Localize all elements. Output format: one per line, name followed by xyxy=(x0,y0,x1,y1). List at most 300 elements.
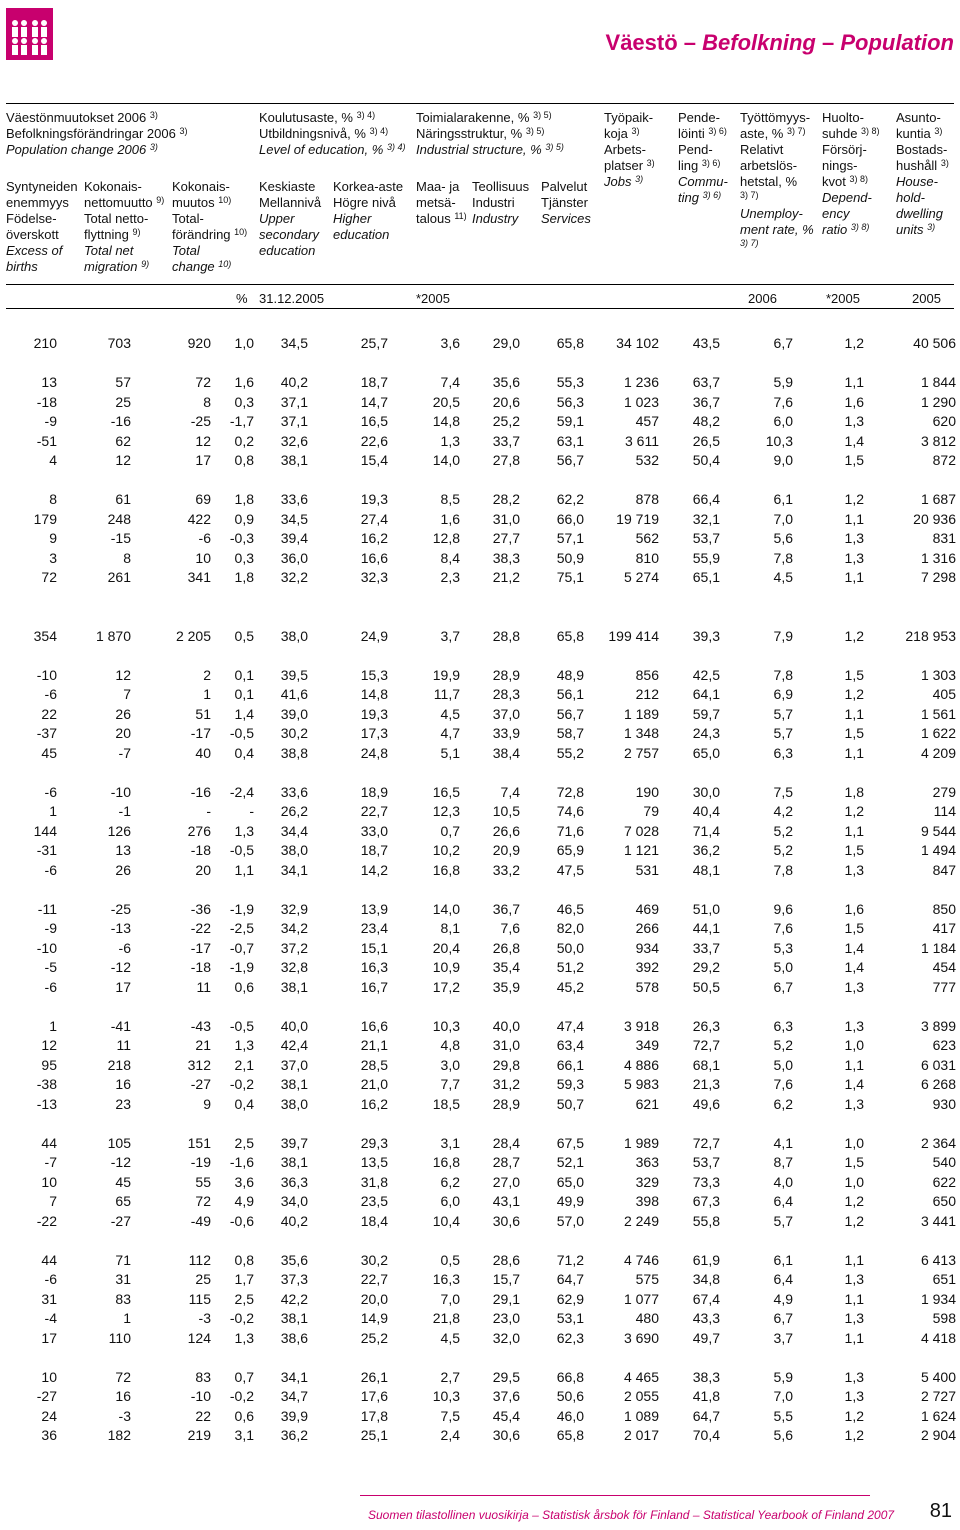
table-cell: 33,7 xyxy=(692,939,720,956)
table-cell: 1,3 xyxy=(844,1271,864,1288)
table-cell: 16,2 xyxy=(360,530,388,547)
table-cell: -49 xyxy=(190,1212,211,1229)
table-cell: 4 886 xyxy=(623,1056,659,1073)
table-row xyxy=(6,1173,956,1193)
table-cell: 7,6 xyxy=(773,393,793,410)
table-cell: 8 xyxy=(123,549,131,566)
table-cell: 66,4 xyxy=(692,491,720,508)
table-cell: -9 xyxy=(44,920,57,937)
table-cell: -22 xyxy=(36,1212,57,1229)
gap-cell xyxy=(6,588,956,608)
table-cell: 12,3 xyxy=(432,803,460,820)
table-row xyxy=(6,1095,956,1115)
table-cell: 11 xyxy=(196,978,211,995)
table-cell: 8,1 xyxy=(440,920,460,937)
table-cell: 66,0 xyxy=(556,510,584,527)
table-row xyxy=(6,861,956,881)
table-cell: 30,6 xyxy=(492,1427,520,1444)
table-cell: 55,9 xyxy=(692,549,720,566)
table-cell: 56,1 xyxy=(556,686,584,703)
table-cell: 1,8 xyxy=(844,783,864,800)
table-cell: 1,3 xyxy=(234,822,254,839)
table-cell: 1 348 xyxy=(623,725,659,742)
table-row xyxy=(6,432,956,452)
table-cell: 83 xyxy=(115,1290,131,1307)
table-cell: 25,2 xyxy=(492,413,520,430)
table-cell: 56,3 xyxy=(556,393,584,410)
table-cell: 63,4 xyxy=(556,1037,584,1054)
table-cell: 621 xyxy=(635,1095,659,1112)
table-cell: 1,3 xyxy=(844,1310,864,1327)
table-cell: 24,9 xyxy=(360,627,388,644)
table-cell: 1,1 xyxy=(844,1329,864,1346)
population-logo-icon xyxy=(6,8,53,60)
table-cell: 0,9 xyxy=(234,510,254,527)
table-cell: 5,0 xyxy=(773,959,793,976)
table-cell: 30,6 xyxy=(492,1212,520,1229)
table-cell: 62 xyxy=(115,432,131,449)
table-row xyxy=(6,802,956,822)
table-cell: 35,9 xyxy=(492,978,520,995)
table-cell: 17 xyxy=(115,978,131,995)
table-cell: 4,7 xyxy=(440,725,460,742)
table-cell: 12 xyxy=(115,452,131,469)
table-cell: 34,8 xyxy=(692,1271,720,1288)
table-cell: 57,1 xyxy=(556,530,584,547)
table-cell: 14,7 xyxy=(360,393,388,410)
table-gap-row xyxy=(6,1348,956,1368)
table-cell: 25 xyxy=(195,1271,211,1288)
table-cell: 18,9 xyxy=(360,783,388,800)
table-row xyxy=(6,1329,956,1349)
table-cell: 777 xyxy=(932,978,956,995)
table-cell: 62,2 xyxy=(556,491,584,508)
table-cell: 28,3 xyxy=(492,686,520,703)
table-cell: 6,3 xyxy=(773,1017,793,1034)
table-cell: 7 028 xyxy=(623,822,659,839)
table-cell: 25,7 xyxy=(360,335,388,352)
table-cell: 934 xyxy=(635,939,659,956)
table-cell: 4,9 xyxy=(773,1290,793,1307)
table-cell: 46,5 xyxy=(556,900,584,917)
table-cell: 3 918 xyxy=(623,1017,659,1034)
table-cell: 20,9 xyxy=(492,842,520,859)
table-cell: 1,1 xyxy=(844,1290,864,1307)
table-cell: 182 xyxy=(107,1427,131,1444)
table-cell: 1 xyxy=(49,1017,57,1034)
table-cell: 50,7 xyxy=(556,1095,584,1112)
table-cell: 24,8 xyxy=(360,744,388,761)
table-cell: 3,1 xyxy=(234,1427,254,1444)
table-cell: 64,7 xyxy=(556,1271,584,1288)
table-cell: -10 xyxy=(110,783,131,800)
table-cell: 1,1 xyxy=(844,822,864,839)
table-cell: 38,3 xyxy=(492,549,520,566)
table-cell: -6 xyxy=(44,686,57,703)
table-cell: 27,4 xyxy=(360,510,388,527)
table-cell: 276 xyxy=(187,822,211,839)
table-cell: 83 xyxy=(195,1368,211,1385)
table-cell: 1,3 xyxy=(844,530,864,547)
table-cell: -0,6 xyxy=(229,1212,254,1229)
table-row xyxy=(6,1387,956,1407)
table-cell: 5,5 xyxy=(773,1407,793,1424)
table-cell: 74,6 xyxy=(556,803,584,820)
commuting-header: Pende- löinti $^{3) 6)}$ Pend- ling $^{3) 6)}$ Commu- ting $^{3) 6)}$ xyxy=(678,110,728,205)
table-cell: 6,2 xyxy=(440,1173,460,1190)
table-cell: 0,1 xyxy=(234,686,254,703)
table-cell: 40,0 xyxy=(492,1017,520,1034)
table-cell: 2 727 xyxy=(920,1388,956,1405)
table-row xyxy=(6,1290,956,1310)
table-cell: -12 xyxy=(110,959,131,976)
table-cell: 10,5 xyxy=(492,803,520,820)
table-cell: 72,7 xyxy=(692,1134,720,1151)
table-cell: 2,4 xyxy=(440,1427,460,1444)
table-cell: -6 xyxy=(44,783,57,800)
table-cell: 39,4 xyxy=(280,530,308,547)
table-cell: -27 xyxy=(36,1388,57,1405)
table-row xyxy=(6,744,956,764)
table-cell: 22 xyxy=(195,1407,211,1424)
table-cell: 34,5 xyxy=(280,510,308,527)
table-cell: 2 249 xyxy=(623,1212,659,1229)
table-cell: -27 xyxy=(190,1076,211,1093)
page-title: Väestö – Befolkning – Population xyxy=(605,30,954,55)
table-cell: 3 441 xyxy=(920,1212,956,1229)
table-cell: 49,7 xyxy=(692,1329,720,1346)
table-cell: 8 xyxy=(49,491,57,508)
table-cell: 124 xyxy=(187,1329,211,1346)
table-cell: 34,1 xyxy=(280,861,308,878)
table-cell: 69 xyxy=(195,491,211,508)
table-row xyxy=(6,1192,956,1212)
table-cell: 4,2 xyxy=(773,803,793,820)
table-cell: 212 xyxy=(635,686,659,703)
agriculture-header: Maa- ja metsä- talous $^{11)}$ xyxy=(416,179,467,226)
unit-dwell-year: 2005 xyxy=(912,291,941,306)
table-cell: 2 757 xyxy=(623,744,659,761)
table-row xyxy=(6,783,956,803)
table-cell: 32,1 xyxy=(692,510,720,527)
table-cell: 1,2 xyxy=(844,335,864,352)
table-cell: 33,9 xyxy=(492,725,520,742)
table-cell: -13 xyxy=(36,1095,57,1112)
net-migration-header: Kokonais- nettomuutto $^{9)}$ Total netto- flyttning $^{9)}$ Total net migration $^{9)}$ xyxy=(84,179,165,274)
table-cell: 1,4 xyxy=(844,939,864,956)
table-row xyxy=(6,939,956,959)
table-cell: 2,5 xyxy=(234,1134,254,1151)
table-cell: 0,3 xyxy=(234,393,254,410)
table-cell: 40 xyxy=(195,744,211,761)
table-cell: 34,0 xyxy=(280,1193,308,1210)
table-cell: 39,7 xyxy=(280,1134,308,1151)
table-cell: -18 xyxy=(36,393,57,410)
table-cell: 457 xyxy=(635,413,659,430)
table-cell: 4,0 xyxy=(773,1173,793,1190)
table-cell: 1 023 xyxy=(623,393,659,410)
table-cell: 50,9 xyxy=(556,549,584,566)
table-cell: 34,4 xyxy=(280,822,308,839)
table-cell: -37 xyxy=(36,725,57,742)
table-cell: 7,0 xyxy=(773,1388,793,1405)
table-cell: 21,2 xyxy=(492,569,520,586)
table-cell: 6 413 xyxy=(920,1251,956,1268)
table-cell: -6 xyxy=(44,861,57,878)
table-cell: 405 xyxy=(932,686,956,703)
table-row xyxy=(6,451,956,471)
table-cell: 878 xyxy=(635,491,659,508)
table-row xyxy=(6,1153,956,1173)
table-cell: 33,6 xyxy=(280,783,308,800)
table-cell: 45,2 xyxy=(556,978,584,995)
table-cell: 18,7 xyxy=(360,374,388,391)
table-cell: 65,8 xyxy=(556,627,584,644)
table-cell: 34,5 xyxy=(280,335,308,352)
table-cell: 5,9 xyxy=(773,1368,793,1385)
table-cell: 0,4 xyxy=(234,1095,254,1112)
table-cell: 43,3 xyxy=(692,1310,720,1327)
table-cell: 2 017 xyxy=(623,1427,659,1444)
gap-cell xyxy=(6,763,956,783)
table-cell: 12 xyxy=(41,1037,57,1054)
table-gap-row xyxy=(6,880,956,900)
table-cell: 5,6 xyxy=(773,530,793,547)
table-cell: 1,5 xyxy=(844,842,864,859)
table-cell: 151 xyxy=(187,1134,211,1151)
table-cell: 24,3 xyxy=(692,725,720,742)
table-cell: 920 xyxy=(187,335,211,352)
table-cell: 36,3 xyxy=(280,1173,308,1190)
gap-cell xyxy=(6,1348,956,1368)
table-cell: 48,1 xyxy=(692,861,720,878)
table-cell: 703 xyxy=(107,335,131,352)
table-cell: 1,1 xyxy=(844,374,864,391)
table-cell: 1,1 xyxy=(844,1056,864,1073)
table-cell: 1,8 xyxy=(234,569,254,586)
table-cell: 38,4 xyxy=(492,744,520,761)
table-cell: 38,1 xyxy=(280,1154,308,1171)
table-cell: 1,3 xyxy=(440,432,460,449)
table-cell: 36 xyxy=(41,1427,57,1444)
table-cell: 5 274 xyxy=(623,569,659,586)
table-cell: 39,5 xyxy=(280,666,308,683)
table-cell: 1,3 xyxy=(844,413,864,430)
table-cell: 531 xyxy=(635,861,659,878)
table-cell: 57,0 xyxy=(556,1212,584,1229)
table-cell: 1,6 xyxy=(234,374,254,391)
table-cell: 61 xyxy=(115,491,131,508)
table-cell: 39,3 xyxy=(692,627,720,644)
table-cell: 5,7 xyxy=(773,705,793,722)
table-cell: 872 xyxy=(932,452,956,469)
table-cell: -10 xyxy=(36,939,57,956)
table-cell: 6,7 xyxy=(773,1310,793,1327)
table-cell: 190 xyxy=(635,783,659,800)
table-cell: 34,2 xyxy=(280,920,308,937)
table-cell: 35,4 xyxy=(492,959,520,976)
table-cell: 11,7 xyxy=(433,686,460,703)
table-cell: 6,0 xyxy=(773,413,793,430)
table-cell: 1,4 xyxy=(844,959,864,976)
table-cell: 4,8 xyxy=(440,1037,460,1054)
table-cell: 0,3 xyxy=(234,549,254,566)
table-cell: 9 xyxy=(49,530,57,547)
table-cell: 1,6 xyxy=(844,393,864,410)
table-cell: 4,5 xyxy=(773,569,793,586)
gap-cell xyxy=(6,471,956,491)
table-cell: 71,4 xyxy=(692,822,720,839)
table-cell: 6 268 xyxy=(920,1076,956,1093)
table-cell: 33,2 xyxy=(492,861,520,878)
table-cell: 4,1 xyxy=(773,1134,793,1151)
table-cell: 810 xyxy=(635,549,659,566)
table-cell: 70,4 xyxy=(692,1427,720,1444)
table-cell: 68,1 xyxy=(692,1056,720,1073)
table-cell: 32,6 xyxy=(280,432,308,449)
gap-cell xyxy=(6,607,956,627)
table-cell: 36,7 xyxy=(692,393,720,410)
table-cell: 398 xyxy=(635,1193,659,1210)
table-cell: 1,5 xyxy=(844,920,864,937)
gap-cell xyxy=(6,880,956,900)
table-cell: -38 xyxy=(36,1076,57,1093)
table-cell: -0,2 xyxy=(229,1388,254,1405)
table-cell: 0,1 xyxy=(234,666,254,683)
table-gap-row xyxy=(6,763,956,783)
table-cell: 2 xyxy=(203,666,211,683)
table-cell: 67,4 xyxy=(692,1290,720,1307)
table-cell: 5,6 xyxy=(773,1427,793,1444)
table-cell: 36,2 xyxy=(692,842,720,859)
table-cell: -36 xyxy=(190,900,211,917)
table-cell: 71 xyxy=(115,1251,131,1268)
table-cell: 6,4 xyxy=(773,1271,793,1288)
table-cell: 7,8 xyxy=(773,666,793,683)
table-cell: -10 xyxy=(190,1388,211,1405)
table-cell: 15,7 xyxy=(492,1271,520,1288)
table-cell: 16,7 xyxy=(360,978,388,995)
table-cell: 23 xyxy=(115,1095,131,1112)
table-cell: 44,1 xyxy=(692,920,720,937)
table-cell: 25,2 xyxy=(360,1329,388,1346)
table-cell: 40,2 xyxy=(280,374,308,391)
table-cell: 10,3 xyxy=(432,1017,460,1034)
table-cell: 55 xyxy=(195,1173,211,1190)
table-cell: 16,6 xyxy=(360,1017,388,1034)
table-cell: 575 xyxy=(635,1271,659,1288)
table-cell: 8,7 xyxy=(773,1154,793,1171)
table-cell: 22,7 xyxy=(360,1271,388,1288)
table-cell: 34,7 xyxy=(280,1388,308,1405)
table-cell: 26,5 xyxy=(692,432,720,449)
table-cell: 8,5 xyxy=(440,491,460,508)
table-cell: 46,0 xyxy=(556,1407,584,1424)
table-cell: 25,1 xyxy=(360,1427,388,1444)
table-cell: 41,8 xyxy=(692,1388,720,1405)
table-cell: 1,6 xyxy=(440,510,460,527)
table-row xyxy=(6,373,956,393)
table-cell: 59,1 xyxy=(556,413,584,430)
table-row xyxy=(6,334,956,354)
table-cell: 1,3 xyxy=(844,1368,864,1385)
table-cell: 66,1 xyxy=(556,1056,584,1073)
table-row xyxy=(6,1212,956,1232)
table-cell: 20,0 xyxy=(360,1290,388,1307)
table-cell: 6,2 xyxy=(773,1095,793,1112)
table-gap-row xyxy=(6,1114,956,1134)
table-cell: 540 xyxy=(932,1154,956,1171)
table-cell: 1 561 xyxy=(920,705,956,722)
table-cell: 48,9 xyxy=(556,666,584,683)
table-cell: 23,4 xyxy=(360,920,388,937)
table-cell: 1 236 xyxy=(623,374,659,391)
table-cell: 5,7 xyxy=(773,1212,793,1229)
table-cell: -4 xyxy=(44,1310,57,1327)
table-cell: 1 xyxy=(123,1310,131,1327)
table-cell: 4 465 xyxy=(623,1368,659,1385)
table-cell: 66,8 xyxy=(556,1368,584,1385)
group-industry-header: Toimialarakenne, % $^{3) 5)}$ Näringsstruktur, % $^{3) 5)}$ Industrial structure, % $^{3) 5)}$ xyxy=(416,110,564,157)
table-cell: 14,0 xyxy=(432,452,460,469)
table-cell: 1,5 xyxy=(844,1154,864,1171)
table-row xyxy=(6,490,956,510)
table-cell: 71,6 xyxy=(556,822,584,839)
table-cell: 1,1 xyxy=(234,861,254,878)
table-cell: 51 xyxy=(195,705,211,722)
table-cell: 26,8 xyxy=(492,939,520,956)
table-cell: 0,7 xyxy=(234,1368,254,1385)
table-cell: -6 xyxy=(118,939,131,956)
table-cell: 114 xyxy=(933,803,956,820)
table-cell: -25 xyxy=(110,900,131,917)
table-cell: 850 xyxy=(932,900,956,917)
table-cell: 3,6 xyxy=(440,335,460,352)
table-cell: 10 xyxy=(41,1368,57,1385)
table-cell: 1 870 xyxy=(95,627,131,644)
dependency-header: Huolto- suhde $^{3) 8)}$ Försörj- nings- kvot $^{3) 8)}$ Depend- ency ratio $^{3) 8)}$ xyxy=(822,110,880,237)
table-cell: -0,5 xyxy=(229,725,254,742)
table-cell: 38,0 xyxy=(280,627,308,644)
table-cell: 1,0 xyxy=(844,1173,864,1190)
table-cell: 9,6 xyxy=(773,900,793,917)
table-cell: 72,8 xyxy=(556,783,584,800)
table-cell: -1,7 xyxy=(229,413,254,430)
table-cell: 5,3 xyxy=(773,939,793,956)
table-cell: 29,5 xyxy=(492,1368,520,1385)
table-cell: 7 xyxy=(123,686,131,703)
group-education-header: Koulutusaste, % $^{3) 4)}$ Utbildningsnivå, % $^{3) 4)}$ Level of education, % $^{3) 4)}$ xyxy=(259,110,406,157)
table-cell: -0,5 xyxy=(229,842,254,859)
table-gap-row xyxy=(6,997,956,1017)
table-cell: 20 936 xyxy=(913,510,956,527)
table-cell: 32,9 xyxy=(280,900,308,917)
table-cell: 17,6 xyxy=(360,1388,388,1405)
table-cell: 36,2 xyxy=(280,1427,308,1444)
table-cell: 23,0 xyxy=(492,1310,520,1327)
table-row xyxy=(6,529,956,549)
table-cell: 65 xyxy=(115,1193,131,1210)
table-cell: 12 xyxy=(115,666,131,683)
table-cell: 1 934 xyxy=(920,1290,956,1307)
table-cell: 6,7 xyxy=(773,978,793,995)
table-cell: 30,2 xyxy=(360,1251,388,1268)
table-cell: 10 xyxy=(195,549,211,566)
table-cell: 55,3 xyxy=(556,374,584,391)
table-cell: 16,8 xyxy=(432,1154,460,1171)
table-cell: -1 xyxy=(118,803,131,820)
table-cell: 32,3 xyxy=(360,569,388,586)
